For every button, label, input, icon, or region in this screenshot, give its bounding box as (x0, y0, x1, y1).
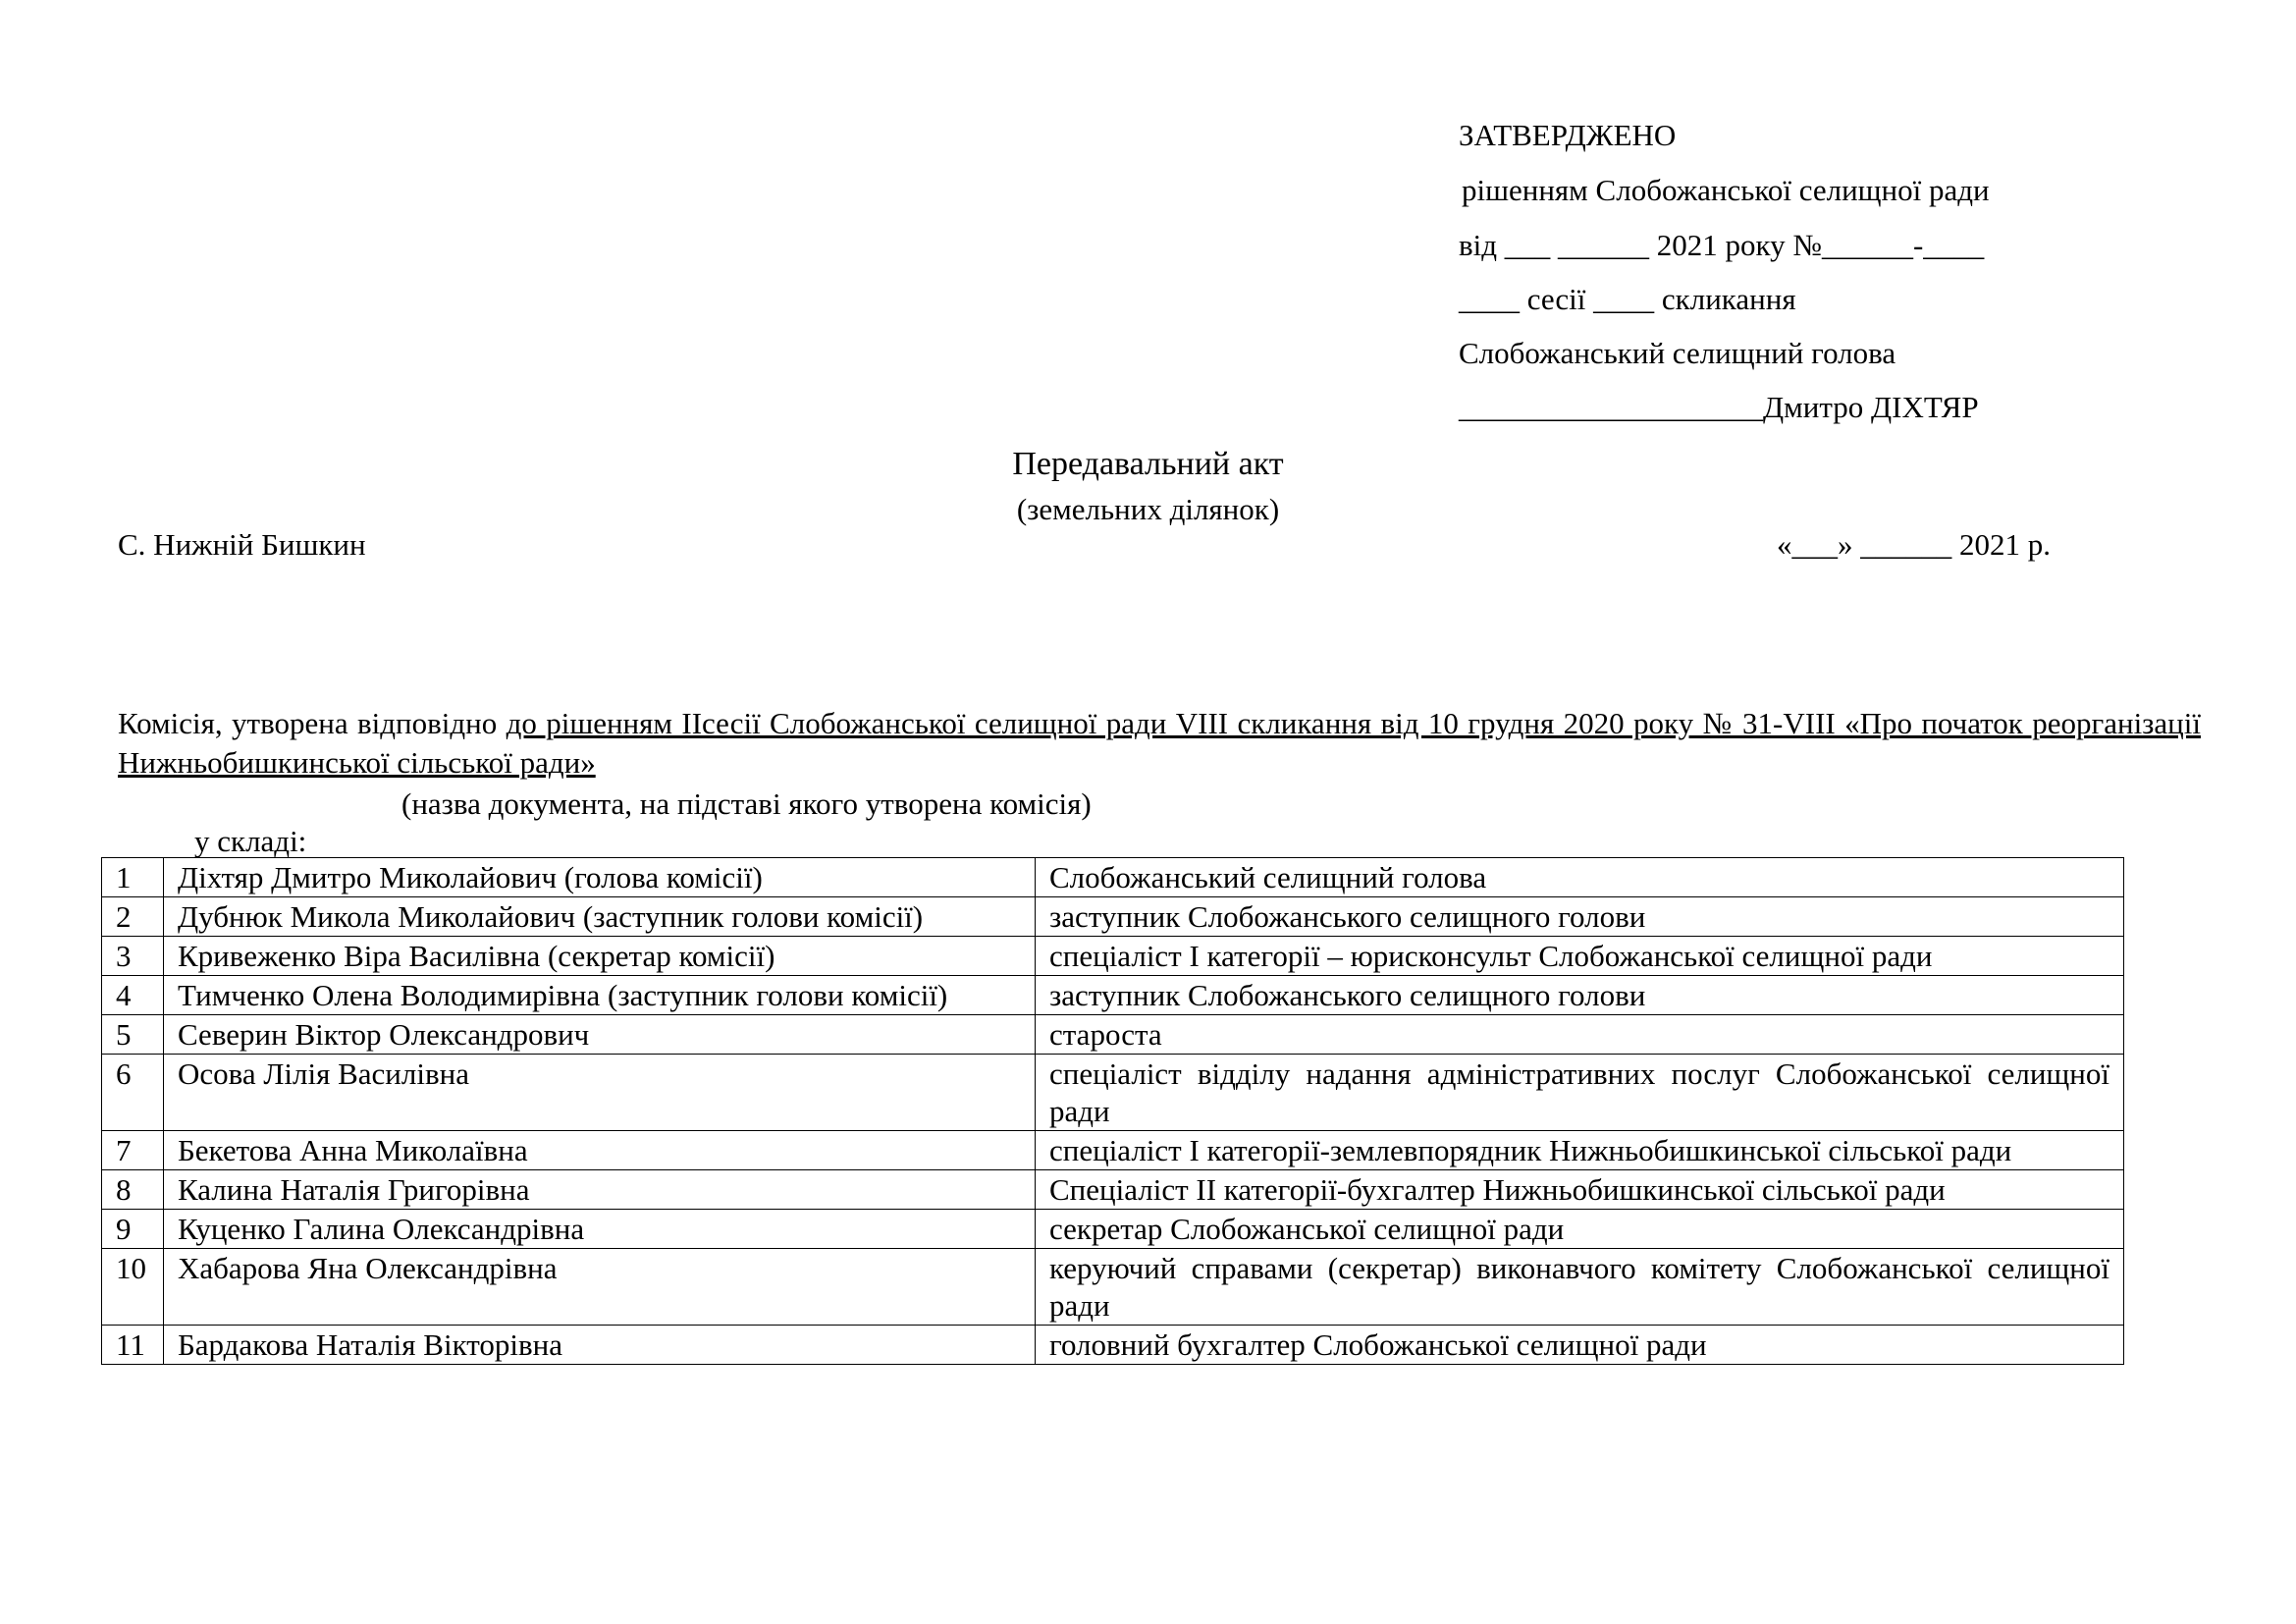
members-label: у складі: (194, 824, 307, 858)
document-title: Передавальний акт (1012, 446, 1284, 482)
member-position: заступник Слобожанського селищного голови (1036, 976, 2124, 1015)
member-name: Діхтяр Дмитро Миколайович (голова комісії) (164, 858, 1036, 897)
member-position: заступник Слобожанського селищного голови (1036, 897, 2124, 937)
table-row (102, 858, 2124, 897)
member-number: 8 (102, 1170, 164, 1210)
commission-lead: Комісія, утворена відповідно (118, 706, 498, 740)
member-name: Бардакова Наталія Вікторівна (164, 1326, 1036, 1365)
members-table-body (102, 858, 2124, 1365)
document-date: «___» ______ 2021 р. (1777, 527, 2051, 562)
member-name: Хабарова Яна Олександрівна (164, 1249, 1036, 1326)
table-row (102, 1015, 2124, 1055)
approval-session-line: ____ сесії ____ скликання (1459, 282, 1796, 316)
member-number: 3 (102, 937, 164, 976)
table-row (102, 976, 2124, 1015)
member-name: Кривеженко Віра Василівна (секретар комісії) (164, 937, 1036, 976)
approval-signature-line: ____________________Дмитро ДІХТЯР (1459, 390, 1979, 424)
member-name: Осова Лілія Василівна (164, 1055, 1036, 1131)
member-position: головний бухгалтер Слобожанської селищної ради (1036, 1326, 2124, 1365)
member-position: спеціаліст І категорії-землевпорядник Нижньобишкинської сільської ради (1036, 1131, 2124, 1170)
member-number: 5 (102, 1015, 164, 1055)
member-number: 10 (102, 1249, 164, 1326)
member-number: 4 (102, 976, 164, 1015)
table-row (102, 1249, 2124, 1326)
document-subtitle: (земельних ділянок) (1016, 492, 1280, 526)
commission-paragraph (118, 704, 2201, 783)
member-position: секретар Слобожанської селищної ради (1036, 1210, 2124, 1249)
table-row (102, 1326, 2124, 1365)
place-name: С. Нижній Бишкин (118, 527, 366, 562)
table-row (102, 937, 2124, 976)
member-number: 11 (102, 1326, 164, 1365)
member-name: Северин Віктор Олександрович (164, 1015, 1036, 1055)
member-name: Дубнюк Микола Миколайович (заступник голови комісії) (164, 897, 1036, 937)
member-position: спеціаліст відділу надання адміністративних послуг Слобожанської селищної ради (1036, 1055, 2124, 1131)
member-number: 7 (102, 1131, 164, 1170)
member-position: Слобожанський селищний голова (1036, 858, 2124, 897)
approval-decision-line: рішенням Слобожанської селищної ради (1462, 173, 1990, 207)
table-row (102, 1210, 2124, 1249)
approval-head-title: Слобожанський селищний голова (1459, 336, 1896, 370)
member-position: староста (1036, 1015, 2124, 1055)
member-name: Тимченко Олена Володимирівна (заступник голови комісії) (164, 976, 1036, 1015)
member-position: керуючий справами (секретар) виконавчого комітету Слобожанської селищної ради (1036, 1249, 2124, 1326)
member-number: 1 (102, 858, 164, 897)
member-number: 2 (102, 897, 164, 937)
member-position: спеціаліст І категорії – юрисконсульт Слобожанської селищної ради (1036, 937, 2124, 976)
member-position: Спеціаліст ІІ категорії-бухгалтер Нижньобишкинської сільської ради (1036, 1170, 2124, 1210)
approval-heading: ЗАТВЕРДЖЕНО (1459, 118, 1677, 152)
member-name: Бекетова Анна Миколаївна (164, 1131, 1036, 1170)
member-number: 9 (102, 1210, 164, 1249)
members-table (101, 857, 2124, 1365)
commission-basis: до рішенням IIсесії Слобожанської селищної ради VIII скликання від 10 грудня 2020 року № 31-VIII «Про початок реорганізації Нижньобишкинської сільської ради» (118, 706, 2201, 780)
member-name: Куценко Галина Олександрівна (164, 1210, 1036, 1249)
member-name: Калина Наталія Григорівна (164, 1170, 1036, 1210)
table-row (102, 897, 2124, 937)
table-row (102, 1170, 2124, 1210)
approval-date-line: від ___ ______ 2021 року №______-____ (1459, 228, 1985, 262)
table-row (102, 1131, 2124, 1170)
member-number: 6 (102, 1055, 164, 1131)
commission-basis-caption: (назва документа, на підставі якого утворена комісія) (401, 786, 1092, 821)
table-row (102, 1055, 2124, 1131)
